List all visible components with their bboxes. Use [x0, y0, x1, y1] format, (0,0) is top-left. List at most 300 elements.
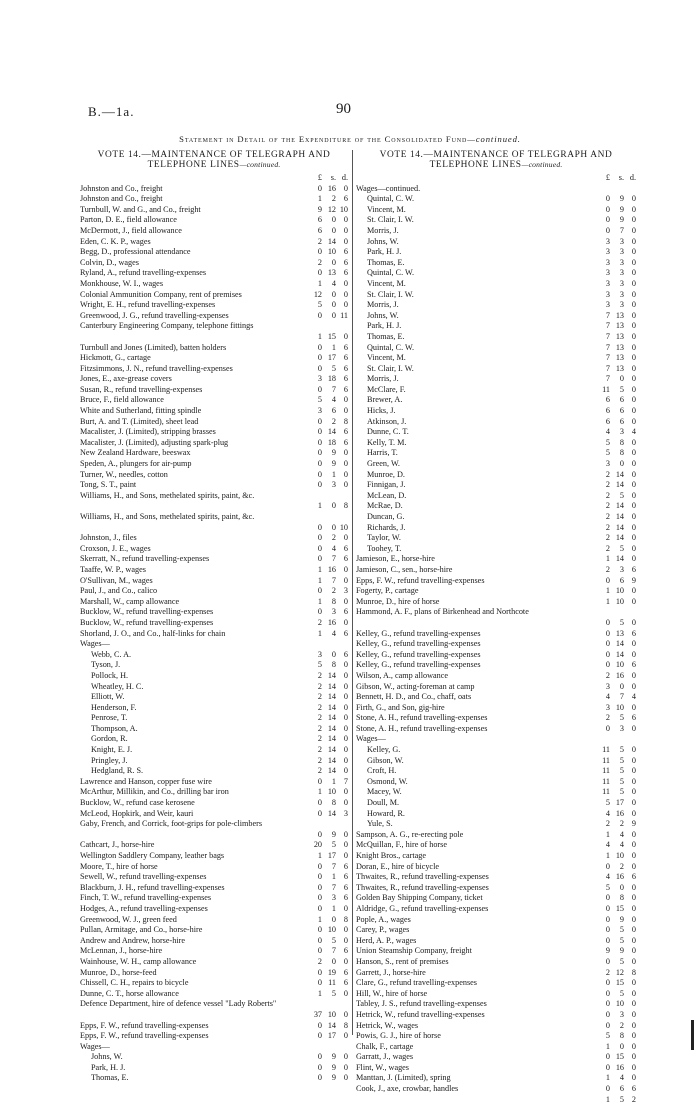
- ledger-row: [80, 311, 348, 322]
- ledger-row: [80, 480, 348, 491]
- pounds: 1: [605, 829, 610, 839]
- payee: Turnbull and Jones (Limited), batten holders: [80, 342, 227, 352]
- shillings: 4: [619, 829, 624, 839]
- shillings: 8: [331, 660, 336, 670]
- payee: Pollock, H.: [91, 670, 129, 680]
- document-reference: B.—1a.: [88, 104, 135, 119]
- amount: [592, 353, 636, 364]
- payee: Manttan, J. (Limited), spring: [356, 1073, 451, 1083]
- payee: Finnigan, J.: [367, 480, 406, 490]
- ledger-row: [356, 1073, 636, 1084]
- pence: 0: [631, 903, 636, 913]
- ledger-row: [80, 184, 348, 195]
- ledger-row: [356, 448, 636, 459]
- amount: [592, 713, 636, 724]
- shillings: 9: [619, 194, 624, 204]
- pounds: 11: [602, 766, 610, 776]
- payee: Elliott, W.: [91, 692, 125, 702]
- shillings: 5: [619, 755, 624, 765]
- pounds: 4: [605, 692, 610, 702]
- shillings: 18: [327, 374, 336, 384]
- pence: 0: [631, 840, 636, 850]
- payee: Yule, S.: [367, 819, 393, 829]
- pence: 6: [631, 872, 636, 882]
- shillings: 18: [327, 437, 336, 447]
- shillings: 0: [619, 882, 624, 892]
- shillings: 10: [327, 247, 336, 257]
- amount: [592, 936, 636, 947]
- ledger-row: [80, 989, 348, 1000]
- payee: Croft, H.: [367, 766, 397, 776]
- shillings: 16: [615, 670, 624, 680]
- shillings: 14: [327, 681, 336, 691]
- pence: 6: [343, 649, 348, 659]
- amount: [592, 1042, 636, 1053]
- pounds: 2: [605, 533, 610, 543]
- pounds: 1: [605, 596, 610, 606]
- pence: 0: [631, 914, 636, 924]
- shillings: 14: [327, 808, 336, 818]
- pence: 0: [343, 734, 348, 744]
- amount: [592, 999, 636, 1010]
- pounds: 1: [317, 194, 322, 204]
- pence: 0: [631, 554, 636, 564]
- pounds: 7: [605, 363, 610, 373]
- amount: [304, 1021, 348, 1032]
- pence: 0: [631, 882, 636, 892]
- ledger-row: [356, 237, 636, 248]
- ledger-row: [356, 576, 636, 587]
- payee: Blackburn, J. H., refund travelling-expenses: [80, 882, 225, 892]
- payee: Gibson, W.: [367, 755, 404, 765]
- amount: [304, 194, 348, 205]
- payee: Atkinson, J.: [367, 416, 407, 426]
- payee: Epps, F. W., refund travelling-expenses: [80, 1020, 209, 1030]
- payee: Webb, C. A.: [91, 649, 132, 659]
- ledger-row: [356, 417, 636, 428]
- amount: [304, 734, 348, 745]
- pounds: 20: [313, 840, 322, 850]
- pounds: 0: [317, 861, 322, 871]
- pounds: 7: [605, 310, 610, 320]
- payee: Wilson, A., camp allowance: [356, 670, 448, 680]
- pence: [336, 1042, 348, 1053]
- amount: [592, 682, 636, 693]
- pounds: 2: [605, 501, 610, 511]
- payee: Wages—continued.: [356, 183, 421, 193]
- payee: Bruce, F., field allowance: [80, 395, 164, 405]
- payee: Stone, A. H., refund travelling-expenses: [356, 723, 488, 733]
- payee: Flint, W., wages: [356, 1062, 409, 1072]
- amount: [592, 395, 636, 406]
- pounds: 0: [605, 893, 610, 903]
- page-number: 90: [336, 101, 351, 117]
- pounds: 3: [605, 247, 610, 257]
- pounds: 0: [317, 978, 322, 988]
- ledger-row: [80, 851, 348, 862]
- amount: [304, 713, 348, 724]
- payee: Richards, J.: [367, 522, 406, 532]
- pounds: 0: [317, 543, 322, 553]
- amount: [592, 893, 636, 904]
- pence: 0: [343, 745, 348, 755]
- shillings: 7: [331, 882, 336, 892]
- shillings: 3: [619, 289, 624, 299]
- amount: [304, 957, 348, 968]
- amount: [592, 533, 636, 544]
- amount: [304, 692, 348, 703]
- ledger-row: [80, 787, 348, 798]
- payee: Munroe, D.: [367, 469, 405, 479]
- payee: St. Clair, I. W.: [367, 215, 414, 225]
- payee: Vincent, M.: [367, 278, 406, 288]
- amount: [592, 756, 636, 767]
- amount: [592, 480, 636, 491]
- ledger-row: [356, 268, 636, 279]
- amount: [592, 311, 636, 322]
- shillings: 5: [619, 988, 624, 998]
- payee: Munroe, D., horse-feed: [80, 967, 157, 977]
- pence: 6: [343, 374, 348, 384]
- pounds: 0: [317, 903, 322, 913]
- pence: 6: [343, 967, 348, 977]
- payee: Park, H. J.: [91, 1062, 126, 1072]
- amount: [592, 215, 636, 226]
- amount: [304, 459, 348, 470]
- amount: [592, 660, 636, 671]
- pence: 6: [343, 872, 348, 882]
- amount: [304, 597, 348, 608]
- pounds: 2: [605, 967, 610, 977]
- amount: [592, 851, 636, 862]
- ledger-row: [80, 459, 348, 470]
- pence: 0: [631, 755, 636, 765]
- pounds: 4: [605, 872, 610, 882]
- amount: [304, 851, 348, 862]
- ledger-row: [356, 809, 636, 820]
- pounds: 0: [605, 660, 610, 670]
- ledger-row: [356, 766, 636, 777]
- pence: 0: [631, 925, 636, 935]
- pence: 0: [631, 459, 636, 469]
- ledger-row: [80, 374, 348, 385]
- ledger-row: [356, 321, 636, 332]
- ledger-row: [356, 512, 636, 523]
- pounds: 0: [317, 1020, 322, 1030]
- shillings: 16: [615, 872, 624, 882]
- shillings: 3: [619, 247, 624, 257]
- ledger-row: [356, 650, 636, 661]
- amount: [592, 1084, 636, 1095]
- pounds: 2: [317, 745, 322, 755]
- amount: [592, 194, 636, 205]
- ledger-row: [356, 1010, 636, 1021]
- shillings: 13: [615, 363, 624, 373]
- payee: Sampson, A. G., re-erecting pole: [356, 829, 464, 839]
- payee: Powis, G. J., hire of horse: [356, 1031, 441, 1041]
- pounds: 2: [317, 766, 322, 776]
- shillings: 14: [615, 649, 624, 659]
- ledger-row: [356, 957, 636, 968]
- payee: Burt, A. and T. (Limited), sheet lead: [80, 416, 199, 426]
- payee: Duncan, G.: [367, 512, 405, 521]
- pounds: 0: [605, 1020, 610, 1030]
- amount: [592, 724, 636, 735]
- shillings: 5: [619, 776, 624, 786]
- pounds: 3: [605, 257, 610, 267]
- ledger-row: [356, 353, 636, 364]
- shillings: 9: [331, 459, 336, 469]
- amount: [304, 1031, 348, 1042]
- payee: Canterbury Engineering Company, telephone fittings: [80, 321, 254, 331]
- shillings: 13: [615, 321, 624, 331]
- amount: [592, 1073, 636, 1084]
- amount: [304, 682, 348, 693]
- pence: 0: [343, 660, 348, 670]
- shillings: 14: [327, 745, 336, 755]
- shillings: 5: [619, 713, 624, 723]
- pounds: 1: [317, 501, 322, 511]
- payee: Thwaites, R., refund travelling-expenses: [356, 872, 489, 882]
- amount: [304, 936, 348, 947]
- payee: Epps, F. W., refund travelling-expenses: [356, 575, 485, 585]
- pounds: 1: [605, 1041, 610, 1051]
- pounds: 2: [317, 236, 322, 246]
- pence: 0: [631, 999, 636, 1009]
- pounds: 5: [605, 798, 610, 808]
- ledger-row: [356, 247, 636, 258]
- pounds: [594, 184, 610, 195]
- amount: [304, 364, 348, 375]
- ledger-row: [80, 205, 348, 216]
- amount: [592, 978, 636, 989]
- statement-title-text: Statement in Detail of the Expenditure of the Consolidated Fund: [179, 134, 468, 144]
- ledger-row: [356, 925, 636, 936]
- amount: [592, 268, 636, 279]
- payee: Dunne, C. T.: [367, 427, 409, 437]
- pence: 9: [631, 575, 636, 585]
- pence: 0: [343, 1052, 348, 1062]
- ledger-row: [356, 830, 636, 841]
- pounds: 2: [317, 723, 322, 733]
- payee: Wellington Saddlery Company, leather bags: [80, 851, 225, 860]
- pounds: 1: [317, 564, 322, 574]
- amount: [592, 226, 636, 237]
- shillings: 12: [615, 967, 624, 977]
- pounds: 1: [317, 575, 322, 585]
- ledger-row: [356, 883, 636, 894]
- amount: [304, 1073, 348, 1084]
- pounds: 3: [317, 649, 322, 659]
- amount: [304, 533, 348, 544]
- shillings: [610, 184, 624, 195]
- payee: Greenwood, W. J., green feed: [80, 914, 177, 924]
- shillings: 7: [331, 946, 336, 956]
- shillings: 6: [331, 406, 336, 416]
- pence: 0: [631, 1041, 636, 1051]
- payee: Johnston and Co., freight: [80, 194, 163, 204]
- amount: [304, 724, 348, 735]
- pence: 0: [631, 956, 636, 966]
- pence: 6: [631, 564, 636, 574]
- shillings: 9: [619, 946, 624, 956]
- ledger-row: [80, 1031, 348, 1042]
- payee: Eden, C. K. P., wages: [80, 236, 151, 246]
- amount: [592, 904, 636, 915]
- pounds: 5: [317, 300, 322, 310]
- payee: Golden Bay Shipping Company, ticket: [356, 893, 483, 903]
- pounds: 5: [605, 1031, 610, 1041]
- pounds: 0: [605, 956, 610, 966]
- ledger-row: [80, 978, 348, 989]
- amount: [592, 671, 636, 682]
- payee: Andrew and Andrew, horse-hire: [80, 935, 185, 945]
- statement-title: [0, 134, 700, 144]
- pence: 0: [631, 745, 636, 755]
- shillings: 15: [615, 978, 624, 988]
- payee: Aldridge, G., refund travelling-expenses: [356, 903, 489, 913]
- ledger-row: [356, 968, 636, 979]
- pounds: 1: [317, 596, 322, 606]
- amount: [304, 279, 348, 290]
- payee: Brewer, A.: [367, 395, 403, 405]
- pence: 0: [631, 469, 636, 479]
- pounds: 0: [605, 575, 610, 585]
- ledger-row: [80, 809, 348, 820]
- amount: [304, 756, 348, 767]
- payee: Williams, H., and Sons, methelated spirits, paint, &c.: [80, 490, 255, 500]
- ledger-row: [80, 554, 348, 565]
- pence: 8: [343, 914, 348, 924]
- shillings: 0: [331, 289, 336, 299]
- shillings: 0: [331, 225, 336, 235]
- pence: 0: [631, 681, 636, 691]
- shillings: 3: [619, 257, 624, 267]
- ledger-row: [356, 406, 636, 417]
- pounds: 0: [317, 554, 322, 564]
- shillings: 16: [615, 1062, 624, 1072]
- pence: 0: [631, 501, 636, 511]
- ledger-row: [80, 321, 348, 342]
- payee: McQuillan, F., hire of horse: [356, 840, 447, 850]
- pounds: 11: [602, 755, 610, 765]
- amount: [304, 862, 348, 873]
- shillings: [322, 1042, 336, 1053]
- ledger-row: [356, 395, 636, 406]
- amount: [592, 862, 636, 873]
- ledger-row: [356, 787, 636, 798]
- amount: [304, 226, 348, 237]
- pounds: 0: [317, 893, 322, 903]
- pounds: 1: [605, 1094, 610, 1104]
- payee: Gaby, French, and Corrick, foot-grips for pole-climbers: [80, 819, 263, 829]
- ledger-row: [356, 777, 636, 788]
- pounds: 6: [317, 225, 322, 235]
- pence: 0: [631, 194, 636, 204]
- pence: 6: [631, 1084, 636, 1094]
- ledger-row: [80, 745, 348, 756]
- left-vote-heading: [80, 150, 348, 170]
- payee: Bennett, H. D., and Co., chaff, oats: [356, 692, 472, 702]
- pence: 11: [340, 310, 348, 320]
- pence: 0: [631, 723, 636, 733]
- payee: Begg, D., professional attendance: [80, 247, 191, 257]
- pence: 0: [343, 755, 348, 765]
- pence: 0: [631, 893, 636, 903]
- ledger-row: [80, 819, 348, 840]
- amount: [304, 629, 348, 640]
- pounds: 11: [602, 745, 610, 755]
- payee: McRae, D.: [367, 501, 403, 511]
- payee: McLean, D.: [367, 490, 407, 500]
- ledger-row: [356, 258, 636, 269]
- pounds-label: £: [605, 173, 610, 182]
- ledger-row: [80, 607, 348, 618]
- pence-label: d.: [629, 173, 636, 182]
- right-heading-text: VOTE 14.—MAINTENANCE OF TELEGRAPH AND TELEPHONE LINES: [379, 150, 613, 170]
- pence: 0: [343, 956, 348, 966]
- pence: 0: [343, 851, 348, 860]
- shillings: 2: [619, 819, 624, 829]
- pounds: 7: [605, 353, 610, 363]
- payee: Quintal, C. W.: [367, 342, 415, 352]
- amount: [304, 332, 348, 343]
- pence: 6: [343, 257, 348, 267]
- shillings: 9: [331, 1062, 336, 1072]
- shillings: 2: [619, 861, 624, 871]
- pence: 0: [631, 480, 636, 490]
- pence: 0: [343, 596, 348, 606]
- pence: 0: [631, 247, 636, 257]
- shillings: 4: [619, 840, 624, 850]
- pounds: 37: [313, 1009, 322, 1019]
- ledger-row: [80, 385, 348, 396]
- ledger-row: [80, 544, 348, 555]
- pounds: 0: [605, 649, 610, 659]
- pounds: 0: [317, 522, 322, 532]
- shillings: 5: [619, 490, 624, 500]
- shillings: 5: [619, 1094, 624, 1104]
- shillings: 14: [327, 723, 336, 733]
- ledger-row: [356, 194, 636, 205]
- payee: Hedgland, R. S.: [91, 766, 144, 776]
- ledger-row: [356, 756, 636, 767]
- pounds: 0: [317, 416, 322, 426]
- shillings: 2: [331, 416, 336, 426]
- shillings: 5: [619, 384, 624, 394]
- pounds: 2: [605, 670, 610, 680]
- shillings: 14: [615, 522, 624, 532]
- shillings: 9: [331, 448, 336, 458]
- pence: 0: [343, 469, 348, 479]
- pence: 0: [343, 459, 348, 469]
- ledger-row: [80, 862, 348, 873]
- pounds: [594, 734, 610, 745]
- ledger-row: [80, 893, 348, 904]
- ledger-row: [356, 1021, 636, 1032]
- amount: [304, 925, 348, 936]
- shillings: 0: [331, 522, 336, 532]
- shillings: 0: [619, 681, 624, 691]
- amount: [304, 946, 348, 957]
- pence: 0: [631, 363, 636, 373]
- payee: Bucklow, W., refund case kerosene: [80, 798, 195, 808]
- shillings: 7: [331, 384, 336, 394]
- shillings: 14: [327, 734, 336, 744]
- amount: [592, 512, 636, 523]
- payee: New Zealand Hardware, beeswax: [80, 448, 191, 458]
- amount: [304, 798, 348, 809]
